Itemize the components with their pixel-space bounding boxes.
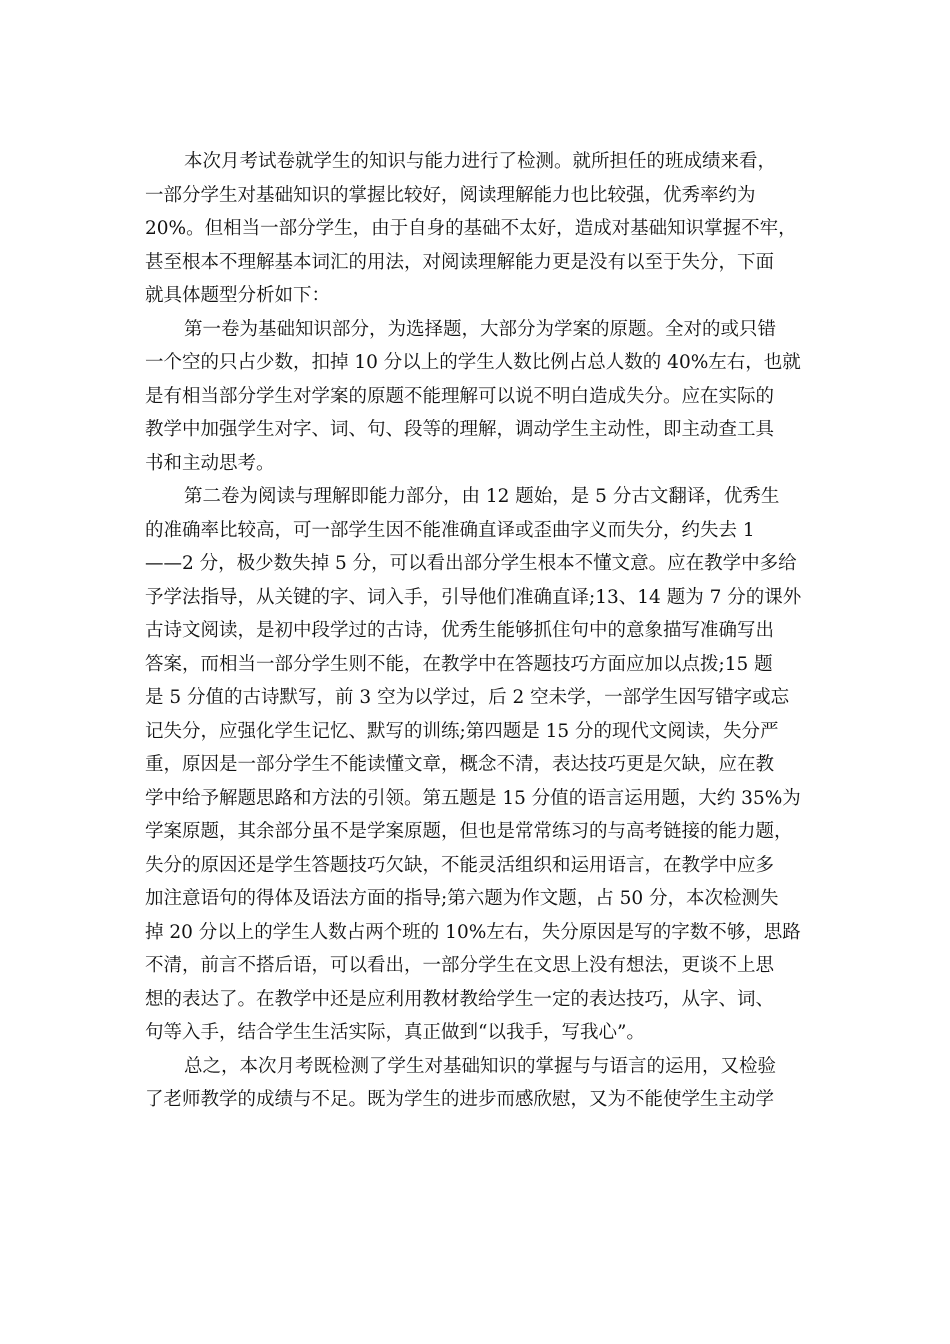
text-line: 想的表达了。在教学中还是应利用教材教给学生一定的表达技巧，从字、词、 <box>145 988 775 1010</box>
text-line: 20%。但相当一部分学生，由于自身的基础不太好，造成对基础知识掌握不牢， <box>145 218 797 239</box>
text-line: 教学中加强学生对字、词、句、段等的理解，调动学生主动性，即主动查工具 <box>145 419 775 440</box>
text-line: 甚至根本不理解基本词汇的用法，对阅读理解能力更是没有以至于失分，下面 <box>145 251 775 273</box>
text-line: 答案，而相当一部分学生则不能，在教学中在答题技巧方面应加以点拨;15 题 <box>145 653 773 675</box>
text-line: 古诗文阅读，是初中段学过的古诗，优秀生能够抓住句中的意象描写准确写出 <box>145 620 775 641</box>
text-line: ——2 分，极少数失掉 5 分，可以看出部分学生根本不懂文意。应在教学中多给 <box>145 553 797 574</box>
text-line: 一个空的只占少数，扣掉 10 分以上的学生人数比例占总人数的 40%左右，也就 <box>145 352 801 373</box>
text-line: 句等入手，结合学生生活实际，真正做到“以我手，写我心”。 <box>145 1022 645 1043</box>
paragraph-start-line: 总之，本次月考既检测了学生对基础知识的掌握与与语言的运用，又检验 <box>184 1055 777 1077</box>
paragraph-start-line: 第一卷为基础知识部分，为选择题，大部分为学案的原题。全对的或只错 <box>184 318 777 340</box>
text-line: 失分的原因还是学生答题技巧欠缺，不能灵活组织和运用语言，在教学中应多 <box>145 854 775 876</box>
text-line: 书和主动思考。 <box>145 452 275 474</box>
text-line: 予学法指导，从关键的字、词入手，引导他们准确直译;13、14 题为 7 分的课外 <box>145 586 802 608</box>
text-line: 重，原因是一部分学生不能读懂文章，概念不清，表达技巧更是欠缺，应在教 <box>145 754 775 775</box>
text-line: 是 5 分值的古诗默写，前 3 空为以学过，后 2 空未学，一部学生因写错字或忘 <box>145 687 790 708</box>
text-line: 了老师教学的成绩与不足。既为学生的进步而感欣慰，又为不能使学生主动学 <box>145 1089 775 1110</box>
text-line: 加注意语句的得体及语法方面的指导;第六题为作文题，占 50 分，本次检测失 <box>145 888 779 909</box>
paragraph-start-line: 第二卷为阅读与理解即能力部分，由 12 题始，是 5 分古文翻译，优秀生 <box>184 486 780 507</box>
document-body <box>145 145 810 1117</box>
paragraph-start-line: 本次月考试卷就学生的知识与能力进行了检测。就所担任的班成绩来看， <box>184 151 777 172</box>
text-line: 一部分学生对基础知识的掌握比较好，阅读理解能力也比较强，优秀率约为 <box>145 184 756 206</box>
text-line: 学中给予解题思路和方法的引领。第五题是 15 分值的语言运用题，大约 35%为 <box>145 787 801 809</box>
text-line: 是有相当部分学生对学案的原题不能理解可以说不明白造成失分。应在实际的 <box>145 385 775 407</box>
text-line: 不清，前言不搭后语，可以看出，一部分学生在文思上没有想法，更谈不上思 <box>145 955 775 976</box>
text-line: 掉 20 分以上的学生人数占两个班的 10%左右，失分原因是写的字数不够，思路 <box>145 921 801 943</box>
text-line: 就具体题型分析如下： <box>145 285 331 306</box>
text-line: 学案原题，其余部分虽不是学案原题，但也是常常练习的与高考链接的能力题， <box>145 821 793 842</box>
text-line: 记失分，应强化学生记忆、默写的训练;第四题是 15 分的现代文阅读，失分严 <box>145 720 779 742</box>
text-line: 的准确率比较高，可一部学生因不能准确直译或歪曲字义而失分，约失去 1 <box>145 519 755 541</box>
